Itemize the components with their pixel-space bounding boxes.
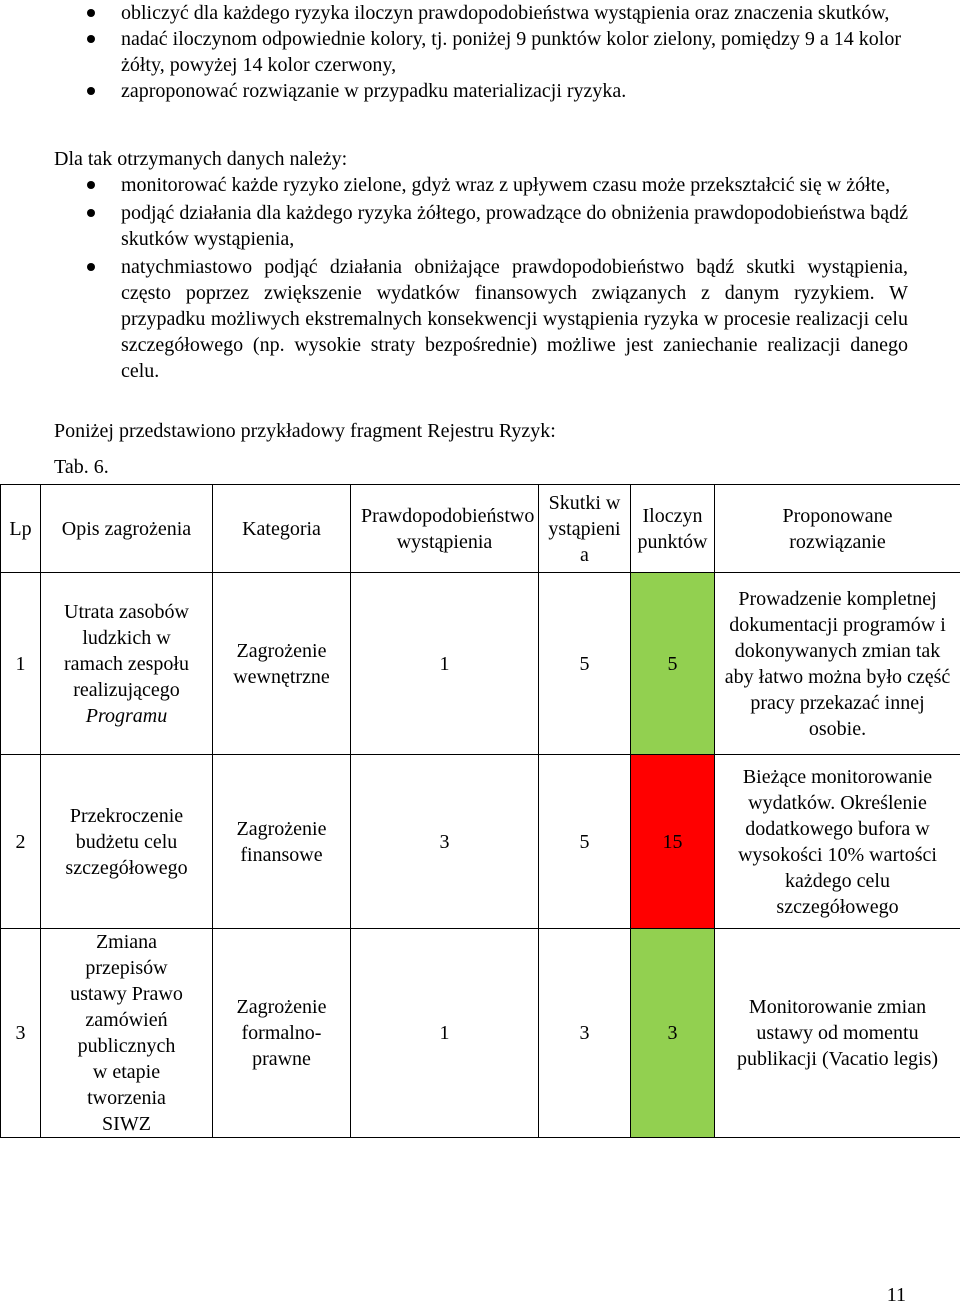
- list-item: monitorować każde ryzyko zielone, gdyż wraz z upływem czasu może przekształcić się w żółte,: [0, 172, 960, 198]
- header-kategoria: Kategoria: [213, 485, 351, 573]
- header-opis: Opis zagrożenia: [41, 485, 213, 573]
- cell-rozwiazanie: Prowadzenie kompletnej dokumentacji programów i dokonywanych zmian tak aby łatwo można było część pracy przekazać innej osobie.: [715, 573, 960, 755]
- list-item: obliczyć dla każdego ryzyka iloczyn prawdopodobieństwa wystąpienia oraz znaczenia skutków,: [0, 0, 960, 26]
- header-rozwiazanie: Proponowane rozwiązanie: [715, 485, 960, 573]
- cell-skutki: 3: [539, 929, 631, 1138]
- list-item: zaproponować rozwiązanie w przypadku materializacji ryzyka.: [0, 78, 960, 104]
- header-iloczyn: Iloczyn punktów: [631, 485, 715, 573]
- cell-iloczyn: 5: [631, 573, 715, 755]
- table-caption: Tab. 6.: [54, 454, 109, 480]
- cell-kategoria: Zagrożenie finansowe: [213, 755, 351, 929]
- cell-kategoria: Zagrożenie wewnętrzne: [213, 573, 351, 755]
- bullet-icon: [87, 9, 95, 17]
- cell-skutki: 5: [539, 573, 631, 755]
- cell-lp: 2: [1, 755, 41, 929]
- lead-in-text: Dla tak otrzymanych danych należy:: [54, 146, 347, 172]
- cell-lp: 3: [1, 929, 41, 1138]
- page-number: 11: [887, 1282, 906, 1308]
- cell-iloczyn: 15: [631, 755, 715, 929]
- cell-prawdopodobienstwo: 1: [351, 573, 539, 755]
- cell-prawdopodobienstwo: 3: [351, 755, 539, 929]
- header-skutki: Skutki wystąpienia: [539, 485, 631, 573]
- header-prawdopodobienstwo: Prawdopodobieństwo wystąpienia: [351, 485, 539, 573]
- list-item: natychmiastowo podjąć działania obniżające prawdopodobieństwo bądź skutki wystąpienia, często poprzez zwiększenie wydatków finansowych związanych z danym ryzykiem. W przypadku możliwych ekstremalnych konsekwencji wystąpienia ryzyka w procesie realizacji celu szczegółowego (np. wysokie straty bezpośrednie) możliwe jest zaniechanie realizacji danego celu.: [0, 254, 960, 384]
- list-item: podjąć działania dla każdego ryzyka żółtego, prowadzące do obniżenia prawdopodobieństwa bądź skutków wystąpienia,: [0, 200, 960, 252]
- cell-opis: Zmiana przepisów ustawy Prawo zamówień publicznych w etapie tworzenia SIWZ: [41, 929, 213, 1138]
- register-intro-text: Poniżej przedstawiono przykładowy fragment Rejestru Ryzyk:: [54, 418, 556, 444]
- cell-kategoria: Zagrożenie formalno-prawne: [213, 929, 351, 1138]
- bullet-icon: [87, 263, 95, 271]
- cell-opis: Utrata zasobów ludzkich w ramach zespołu realizującego Programu: [41, 573, 213, 755]
- cell-prawdopodobienstwo: 1: [351, 929, 539, 1138]
- bullet-icon: [87, 209, 95, 217]
- cell-iloczyn: 3: [631, 929, 715, 1138]
- cell-lp: 1: [1, 573, 41, 755]
- table-row: [1, 929, 960, 1138]
- cell-skutki: 5: [539, 755, 631, 929]
- table-row: [1, 755, 960, 929]
- cell-rozwiazanie: Bieżące monitorowanie wydatków. Określenie dodatkowego bufora w wysokości 10% wartości każdego celu szczegółowego: [715, 755, 960, 929]
- action-bullet-list: [0, 172, 960, 384]
- risk-register-table: [0, 484, 960, 1138]
- bullet-icon: [87, 35, 95, 43]
- table-header-row: [1, 485, 960, 573]
- bullet-icon: [87, 181, 95, 189]
- header-lp: Lp: [1, 485, 41, 573]
- bullet-icon: [87, 87, 95, 95]
- cell-rozwiazanie: Monitorowanie zmian ustawy od momentu publikacji (Vacatio legis): [715, 929, 960, 1138]
- cell-opis-emphasis: Programu: [86, 705, 167, 727]
- intro-bullet-list: [0, 0, 960, 104]
- list-item: nadać iloczynom odpowiednie kolory, tj. poniżej 9 punktów kolor zielony, pomiędzy 9 a 14 kolor żółty, powyżej 14 kolor czerwony,: [0, 26, 960, 78]
- cell-opis: Przekroczenie budżetu celu szczegółowego: [41, 755, 213, 929]
- table-row: [1, 573, 960, 755]
